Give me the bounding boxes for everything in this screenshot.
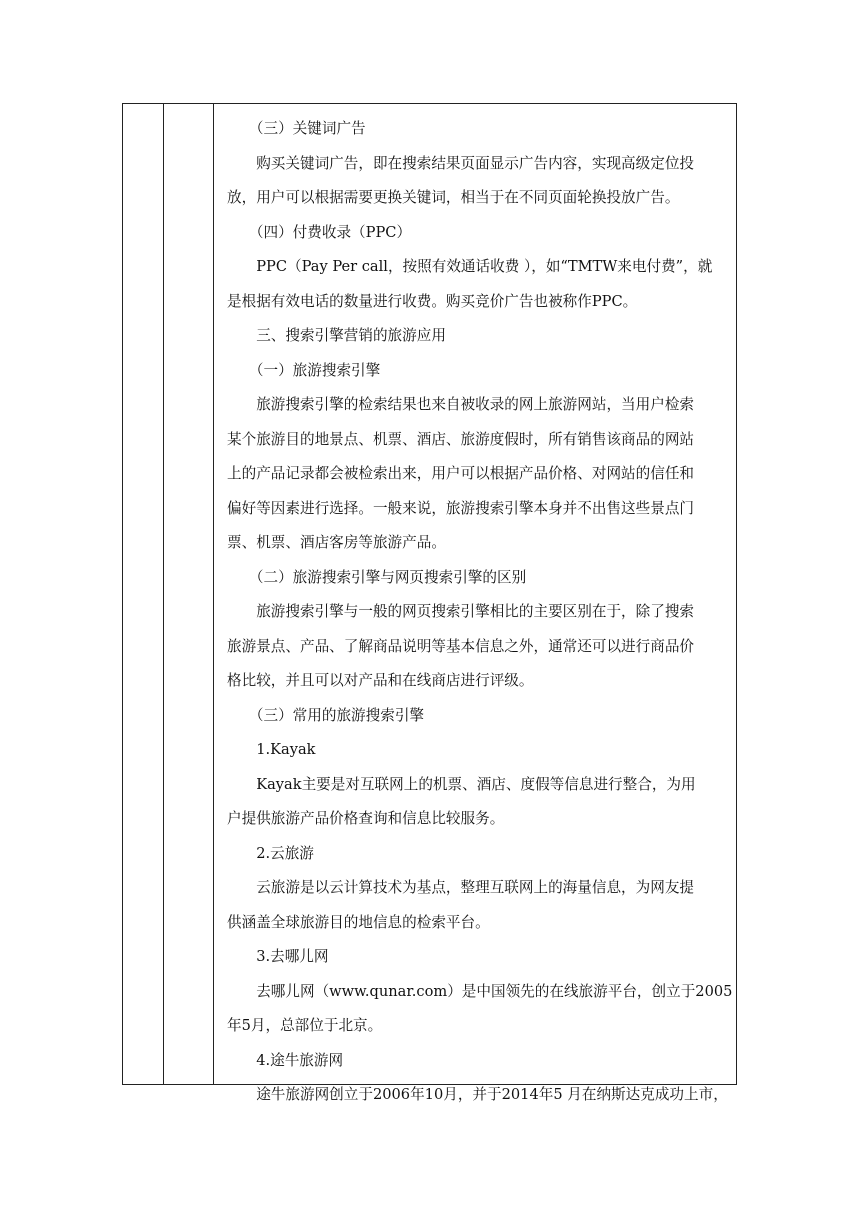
text-line: 3.去哪儿网 [256, 948, 329, 965]
text-line: 购买关键词广告，即在搜索结果页面显示广告内容，实现高级定位投 [256, 154, 695, 172]
section-heading: （一）旅游搜索引擎 [248, 361, 381, 379]
text-line: 是根据有效电话的数量进行收费。购买竞价广告也被称作PPC。 [227, 292, 638, 310]
text-line: 4.途牛旅游网 [256, 1051, 344, 1069]
text-line: 1.Kayak [256, 741, 316, 758]
text-line: 户提供旅游产品价格查询和信息比较服务。 [227, 810, 505, 827]
text-line: 票、机票、酒店客房等旅游产品。 [227, 534, 446, 551]
text-line: 放，用户可以根据需要更换关键词，相当于在不同页面轮换投放广告。 [227, 189, 680, 206]
document-table [122, 103, 737, 1103]
content-cell [214, 104, 736, 1103]
section-heading: （三）常用的旅游搜索引擎 [248, 706, 425, 724]
text-line: PPC（Pay Per call，按照有效通话收费 ），如“TMTW来电付费”，就 [256, 258, 713, 275]
text-line: 2.云旅游 [256, 844, 314, 862]
section-heading: （三）关键词广告 [248, 120, 366, 137]
text-line: 途牛旅游网创立于2006年10月，并于2014年5 月在纳斯达克成功上市， [256, 1086, 728, 1103]
text-line: Kayak主要是对互联网上的机票、酒店、度假等信息进行整合，为用 [256, 775, 696, 793]
text-line: 格比较，并且可以对产品和在线商店进行评级。 [227, 672, 534, 689]
text-line: 去哪儿网（www.qunar.com）是中国领先的在线旅游平台，创立于2005 [256, 982, 733, 1000]
text-line: 年5月，总部位于北京。 [227, 1017, 383, 1034]
text-line: 旅游景点、产品、了解商品说明等基本信息之外，通常还可以进行商品价 [227, 637, 695, 655]
section-heading: （二）旅游搜索引擎与网页搜索引擎的区别 [248, 568, 527, 586]
text-line: 三、搜索引擎营销的旅游应用 [256, 327, 446, 344]
text-line: 某个旅游目的地景点、机票、酒店、旅游度假时，所有销售该商品的网站 [227, 430, 695, 448]
column-divider-1 [163, 104, 164, 1084]
text-line: 偏好等因素进行选择。一般来说，旅游搜索引擎本身并不出售这些景点门 [227, 499, 695, 517]
text-line: 供涵盖全球旅游目的地信息的检索平台。 [227, 913, 490, 931]
text-line: 云旅游是以云计算技术为基点，整理互联网上的海量信息，为网友提 [256, 879, 695, 896]
text-line: 旅游搜索引擎的检索结果也来自被收录的网上旅游网站，当用户检索 [256, 396, 695, 413]
text-line: 旅游搜索引擎与一般的网页搜索引擎相比的主要区别在于，除了搜索 [256, 603, 695, 620]
section-heading: （四）付费收录（PPC） [248, 223, 412, 241]
text-line: 上的产品记录都会被检索出来，用户可以根据产品价格、对网站的信任和 [227, 465, 695, 482]
